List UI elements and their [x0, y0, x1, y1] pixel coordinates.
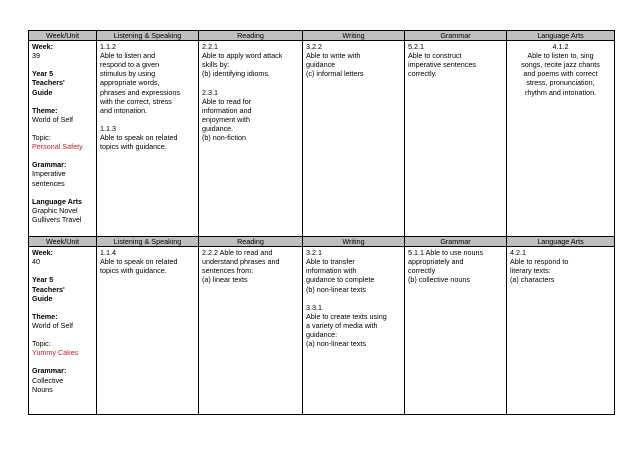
cell-text-line: Able to transfer [306, 257, 355, 267]
guide-line: Teachers' [32, 78, 65, 88]
cell-text-line: (a) linear texts [202, 275, 248, 285]
cell-text-line: topics with guidance. [100, 266, 167, 276]
cell-text-line: (c) informal letters [306, 69, 364, 79]
cell-text-line: Able to listen and [100, 51, 156, 61]
header-week-unit: Week/Unit [29, 237, 97, 247]
theme-label: Theme: [32, 105, 58, 115]
cell-text-line: 3.2.2 [306, 42, 322, 52]
cell-text-line: 2.2.2 Able to read and [202, 248, 273, 258]
grammar-value: Imperative [32, 169, 66, 179]
topic-label: Topic: [32, 133, 51, 143]
cell-text-line: (a) characters [510, 275, 555, 285]
cell-text-line: (b) collective nouns [408, 275, 470, 285]
cell-text-line: understand phrases and [202, 257, 280, 267]
cell-text-line: topics with guidance. [100, 142, 167, 152]
cell-text-line: 2.3.1 [202, 87, 218, 97]
grammar-value: Collective [32, 375, 64, 385]
content-row-week-40 [29, 247, 615, 415]
header-week-unit: Week/Unit [29, 31, 97, 41]
cell-text-line [306, 294, 401, 303]
header-writing: Writing [303, 237, 405, 247]
cell-text-line: information with [306, 266, 357, 276]
guide-line: Teachers' [32, 284, 65, 294]
cell-text-line: a variety of media with [306, 320, 378, 330]
cell-text-line: stress, pronunciation, [526, 78, 595, 88]
week-label: Week: [32, 248, 54, 258]
header-listening-speaking: Listening & Speaking [97, 31, 199, 41]
cell-text-line: enjoyment with [202, 114, 250, 124]
week-label: Week: [32, 42, 54, 52]
lesson-plan-table [28, 30, 615, 415]
week-number: 39 [32, 51, 40, 61]
cell-text-line: literary texts: [510, 266, 551, 276]
cell-text-line: (b) non-fiction [202, 133, 246, 143]
reading-cell [199, 247, 303, 415]
header-reading: Reading [199, 31, 303, 41]
cell-text-line: Able to listen to, sing [527, 51, 594, 61]
cell-text-line: 1.1.2 [100, 42, 116, 52]
topic-value: Yummy Cakes [32, 348, 79, 358]
language-arts-cell [507, 247, 615, 415]
cell-text-line: Able to respond to [510, 257, 569, 267]
cell-text-line: imperative sentences [408, 60, 476, 70]
cell-text-line: Able to speak on related [100, 133, 178, 143]
cell-text-line: correctly [408, 266, 436, 276]
reading-cell [199, 41, 303, 237]
cell-text-line: 4.2.1 [510, 248, 526, 258]
header-language-arts: Language Arts [507, 31, 615, 41]
header-language-arts: Language Arts [507, 237, 615, 247]
header-grammar: Grammar [405, 237, 507, 247]
cell-text-line: (b) non-linear texts [306, 284, 366, 294]
cell-text-line [100, 115, 195, 124]
header-writing: Writing [303, 31, 405, 41]
theme-value: World of Self [32, 114, 74, 124]
cell-text-line: 4.1.2 [552, 42, 569, 52]
topic-value: Personal Safety [32, 142, 83, 152]
cell-text-line: information and [202, 105, 252, 115]
cell-text-line: 5.1.1 Able to use nouns [408, 248, 484, 258]
cell-text-line: skills by: [202, 60, 230, 70]
cell-text-line: Able to write with [306, 51, 361, 61]
language-arts-cell [507, 41, 615, 237]
grammar-label: Grammar: [32, 160, 67, 170]
cell-text-line: guidance to complete [306, 275, 375, 285]
cell-text-line: and intonation. [100, 105, 148, 115]
header-reading: Reading [199, 237, 303, 247]
cell-text-line: stimulus by using [100, 69, 156, 79]
cell-text-line: and poems with correct [523, 69, 598, 79]
language-arts-value: Graphic Novel [32, 205, 78, 215]
cell-text-line [202, 78, 299, 87]
grammar-label: Grammar: [32, 366, 67, 376]
cell-text-line: appropriately and [408, 257, 464, 267]
writing-cell [303, 247, 405, 415]
week-unit-cell [29, 41, 97, 237]
cell-text-line: 1.1.4 [100, 248, 116, 258]
cell-text-line: guidance. [202, 123, 234, 133]
cell-text-line: 2.2.1 [202, 42, 218, 52]
cell-text-line: rhythm and intonation. [524, 87, 597, 97]
cell-text-line: guidance: [306, 330, 338, 340]
topic-label: Topic: [32, 339, 51, 349]
cell-text-line: with the correct, stress [100, 96, 172, 106]
cell-text-line: 5.2.1 [408, 42, 424, 52]
guide-line: Guide [32, 87, 53, 97]
cell-text-line: 1.1.3 [100, 123, 116, 133]
theme-label: Theme: [32, 311, 58, 321]
listening-speaking-cell [97, 247, 199, 415]
grammar-value: Nouns [32, 384, 53, 394]
cell-text-line: appropriate words, [100, 78, 160, 88]
header-row-week-40 [29, 237, 615, 247]
grammar-cell [405, 247, 507, 415]
grammar-cell [405, 41, 507, 237]
week-unit-cell [29, 247, 97, 415]
cell-text-line: Able to create texts using [306, 311, 387, 321]
content-row-week-39 [29, 41, 615, 237]
guide-line: Year 5 [32, 69, 54, 79]
header-row-week-39 [29, 31, 615, 41]
cell-text-line: respond to a given [100, 60, 160, 70]
week-number: 40 [32, 257, 40, 267]
cell-text-line: Able to speak on related [100, 257, 178, 267]
cell-text-line: sentences from: [202, 266, 254, 276]
header-grammar: Grammar [405, 31, 507, 41]
writing-cell [303, 41, 405, 237]
cell-text-line: (a) non-linear texts [306, 339, 366, 349]
language-arts-value: Gullivers Travel [32, 214, 82, 224]
language-arts-label: Language Arts [32, 196, 83, 206]
listening-speaking-cell [97, 41, 199, 237]
theme-value: World of Self [32, 320, 74, 330]
guide-line: Year 5 [32, 275, 54, 285]
cell-text-line: correctly. [408, 69, 437, 79]
guide-line: Guide [32, 293, 53, 303]
cell-text-line: Able to apply word attack [202, 51, 283, 61]
cell-text-line: Able to construct [408, 51, 462, 61]
cell-text-line: Able to read for [202, 96, 252, 106]
cell-text-line: (b) identifying idioms. [202, 69, 270, 79]
grammar-value: sentences [32, 178, 65, 188]
header-listening-speaking: Listening & Speaking [97, 237, 199, 247]
cell-text-line: guidance [306, 60, 336, 70]
cell-text-line: phrases and expressions [100, 87, 180, 97]
cell-text-line: 3.3.1 [306, 302, 322, 312]
cell-text-line: 3.2.1 [306, 248, 322, 258]
cell-text-line: songs, recite jazz chants [521, 60, 600, 70]
